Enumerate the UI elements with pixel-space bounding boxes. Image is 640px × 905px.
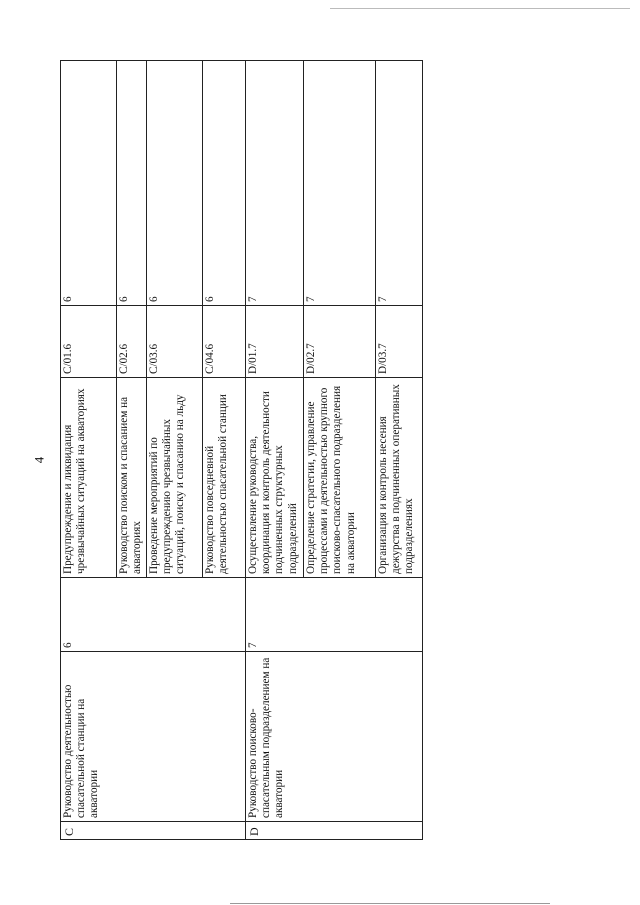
labor-function-level: 7 — [376, 61, 423, 306]
labor-function-code: C/01.6 — [61, 306, 117, 378]
labor-function-name: Определение стратегии, управление процессами и деятельностью крупного поисково-спасательного подразделения на акватории — [304, 378, 376, 578]
generalized-function: Руководство поисково-спасательным подразделением на акватории — [246, 652, 423, 822]
generalized-function: Руководство деятельностью спасательной станции на акватории — [61, 652, 246, 822]
page-number: 4 — [31, 456, 47, 464]
scan-edge-bottom — [230, 903, 550, 904]
table-row — [246, 61, 304, 840]
labor-function-name: Предупреждение и ликвидация чрезвычайных ситуаций на акваториях — [61, 378, 117, 578]
labor-function-name: Проведение мероприятий по предупреждению чрезвычайных ситуаций, поиску и спасанию на льду — [147, 378, 203, 578]
labor-function-code: C/03.6 — [147, 306, 203, 378]
labor-function-level: 6 — [117, 61, 147, 306]
table-row — [61, 61, 117, 840]
labor-function-code: C/04.6 — [203, 306, 246, 378]
rotated-table-container — [60, 60, 422, 840]
group-code: C — [61, 822, 246, 840]
scan-edge-top — [330, 8, 630, 9]
labor-function-level: 7 — [246, 61, 304, 306]
labor-function-name: Осуществление руководства, координация и контроль деятельности подчиненных структурных подразделений — [246, 378, 304, 578]
labor-function-level: 7 — [304, 61, 376, 306]
labor-function-level: 6 — [61, 61, 117, 306]
labor-function-name: Руководство поиском и спасанием на акваториях — [117, 378, 147, 578]
labor-function-name: Руководство повседневной деятельностью спасательной станции — [203, 378, 246, 578]
labor-function-code: D/01.7 — [246, 306, 304, 378]
qualification-level: 7 — [246, 578, 423, 652]
labor-function-code: C/02.6 — [117, 306, 147, 378]
labor-function-level: 6 — [147, 61, 203, 306]
labor-function-name: Организация и контроль несения дежурства в подчиненных оперативных подразделениях — [376, 378, 423, 578]
qualification-level: 6 — [61, 578, 246, 652]
functions-table — [60, 60, 423, 840]
labor-function-code: D/02.7 — [304, 306, 376, 378]
labor-function-level: 6 — [203, 61, 246, 306]
labor-function-code: D/03.7 — [376, 306, 423, 378]
group-code: D — [246, 822, 423, 840]
